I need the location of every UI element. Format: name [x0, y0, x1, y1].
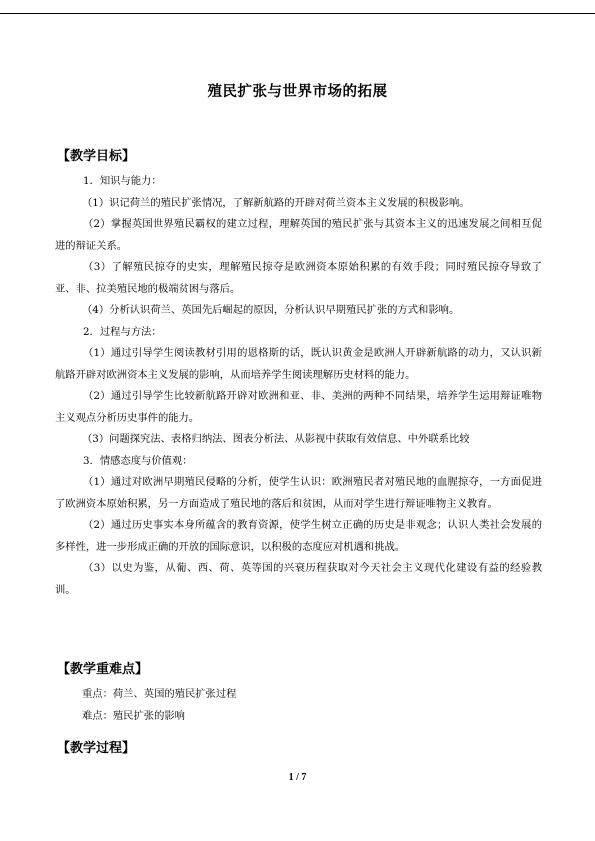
section-heading-goals: 【教学目标】 — [57, 149, 136, 164]
document-title: 殖民扩张与世界市场的拓展 — [207, 84, 388, 100]
goal-paragraph: （3）了解殖民掠夺的史实，理解殖民掠夺是欧洲资本原始积累的有效手段；同时殖民掠夺导致了亚、非、拉美殖民地的极端贫困与落后。 — [55, 261, 542, 295]
goal-paragraph: （3）以史为鉴，从葡、西、荷、英等国的兴衰历程获取对今天社会主义现代化建设有益的经验教训。 — [55, 562, 542, 596]
section-heading-keypoints: 【教学重难点】 — [57, 662, 149, 677]
header-rule — [0, 13, 595, 14]
key-point: 重点：荷兰、英国的殖民扩张过程 — [82, 688, 237, 700]
goal-paragraph: 3．情感态度与价值观： — [83, 454, 193, 467]
goal-paragraph: （1）识记荷兰的殖民扩张情况，了解新航路的开辟对荷兰资本主义发展的积极影响。 — [82, 196, 470, 209]
goals-body — [55, 171, 542, 601]
goal-paragraph: （1）通过引导学生阅读教材引用的恩格斯的话，既认识黄金是欧洲人开辟新航路的动力，又认识新航路开辟对欧洲资本主义发展的影响，从而培养学生阅读理解历史材料的能力。 — [55, 347, 542, 381]
goal-paragraph: （2）掌握英国世界殖民霸权的建立过程，理解英国的殖民扩张与其资本主义的迅速发展之间相互促进的辩证关系。 — [55, 218, 542, 252]
goal-paragraph: （1）通过对欧洲早期殖民侵略的分析，使学生认识：欧洲殖民者对殖民地的血腥掠夺，一方面促进了欧洲资本原始积累，另一方面造成了殖民地的落后和贫困，从而对学生进行辩证唯物主义教育。 — [55, 476, 542, 510]
goal-paragraph: 1．知识与能力： — [83, 175, 162, 187]
goal-paragraph: 2．过程与方法： — [83, 325, 162, 338]
keypoints-body — [55, 684, 542, 727]
page-number: 1 / 7 — [288, 772, 307, 783]
goal-paragraph: （4）分析认识荷兰、英国先后崛起的原因，分析认识早期殖民扩张的方式和影响。 — [82, 304, 460, 316]
goal-paragraph: （2）通过引导学生比较新航路开辟对欧洲和亚、非、美洲的两种不同结果，培养学生运用辩证唯物主义观点分析历史事件的能力。 — [55, 390, 542, 424]
section-heading-process: 【教学过程】 — [57, 741, 136, 756]
goal-paragraph: （3）问题探究法、表格归纳法、图表分析法、从影视中获取有效信息、中外联系比较 — [82, 433, 470, 445]
difficult-point: 难点：殖民扩张的影响 — [82, 709, 185, 722]
goal-paragraph: （2）通过历史事实本身所蕴含的教育资源，使学生树立正确的历史是非观念；认识人类社会发展的多样性，进一步形成正确的开放的国际意识，以积极的态度应对机遇和挑战。 — [55, 519, 542, 553]
